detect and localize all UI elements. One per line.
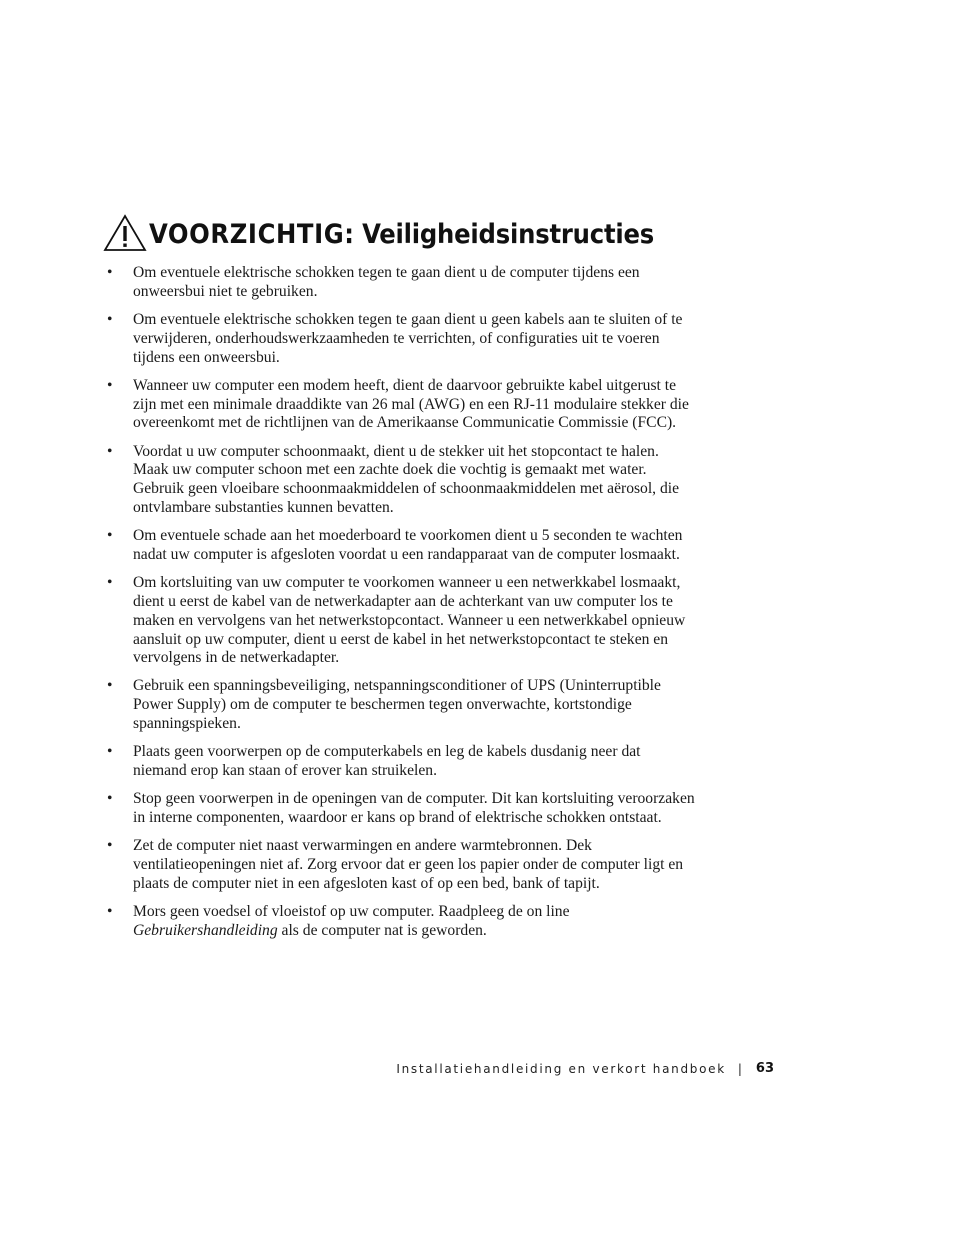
list-item-line: Stop geen voorwerpen in de openingen van de computer. Dit kan kortsluiting veroorzaken (133, 790, 695, 808)
list-item-line: Maak uw computer schoon met een zachte doek die vochtig is gemaakt met water. (133, 461, 647, 479)
warning-triangle-icon (103, 214, 147, 252)
bullet-marker: • (107, 264, 113, 281)
list-item (105, 743, 715, 781)
list-item-line: verwijderen, onderhoudswerkzaamheden te verrichten, of configuraties uit te voeren (133, 329, 660, 347)
bullet-marker: • (107, 743, 113, 761)
list-item-line: Om eventuele elektrische schokken tegen te gaan dient u de computer tijdens een (133, 264, 640, 281)
list-item (105, 574, 715, 668)
manual-title-reference: Gebruikershandleiding (133, 921, 278, 939)
list-item-line: onweersbui niet te gebruiken. (133, 282, 318, 300)
list-item (105, 311, 715, 367)
list-item-line-rest: als de computer nat is geworden. (277, 921, 487, 939)
list-item (105, 443, 715, 518)
page-footer (396, 1061, 774, 1076)
list-item-line: Gebruik geen vloeibare schoonmaakmiddelen of schoonmaakmiddelen met aërosol, die (133, 480, 680, 498)
list-item-line: spanningspieken. (133, 715, 241, 733)
list-item-line: Gebruik een spanningsbeveiliging, netspanningsconditioner of UPS (Uninterruptible (133, 677, 661, 695)
list-item-line: in interne componenten, waardoor er kans op brand of elektrische schokken ontstaat. (133, 809, 662, 827)
list-item-line: Om kortsluiting van uw computer te voorkomen wanneer u een netwerkkabel losmaakt, (133, 574, 681, 592)
list-item-line: maken en vervolgens van het netwerkstopcontact. Wanneer u een netwerkkabel opnieuw (133, 611, 686, 629)
list-item-line: ventilatieopeningen niet af. Zorg ervoor dat er geen los papier onder de computer ligt en (133, 856, 684, 874)
footer-document-title: Installatiehandleiding en verkort handboek (396, 1061, 726, 1076)
bullet-marker: • (107, 790, 113, 808)
caution-label: VOORZICHTIG: (149, 219, 355, 250)
list-item-line: plaats de computer niet in een afgesloten kast of op een bed, bank of tapijt. (133, 874, 600, 892)
list-item-line: Voordat u uw computer schoonmaakt, dient u de stekker uit het stopcontact te halen. (133, 442, 659, 460)
page-title: Veiligheidsinstructies (362, 219, 655, 250)
list-item-line: niemand erop kan staan of erover kan struikelen. (133, 762, 437, 780)
bullet-marker: • (107, 376, 113, 394)
bullet-marker: • (107, 310, 113, 328)
list-item-line: Om eventuele schade aan het moederboard te voorkomen dient u 5 seconden te wachten (133, 527, 683, 545)
bullet-marker: • (107, 903, 113, 921)
heading-text (149, 218, 654, 252)
list-item-line: Power Supply) om de computer te beschermen tegen onverwachte, kortstondige (133, 696, 632, 714)
list-item (105, 837, 715, 893)
list-item-line: overeenkomt met de richtlijnen van de Amerikaanse Communicatie Commissie (FCC). (133, 414, 677, 432)
list-item-line: Zet de computer niet naast verwarmingen en andere warmtebronnen. Dek (133, 837, 592, 855)
list-item-line: aansluit op uw computer, dient u eerst de kabel in het netwerkstopcontact te steken en (133, 630, 669, 648)
list-item (105, 903, 715, 941)
list-item-line: vervolgens in de netwerkadapter. (133, 649, 340, 667)
bullet-marker: • (107, 527, 113, 545)
list-item-line: Mors geen voedsel of vloeistof op uw computer. Raadpleeg de on line (133, 903, 570, 921)
safety-instructions-list (105, 264, 715, 950)
list-item (105, 377, 715, 433)
bullet-marker: • (107, 442, 113, 460)
section-heading (103, 214, 654, 252)
list-item-line: tijdens een onweersbui. (133, 348, 280, 366)
list-item (105, 790, 715, 828)
footer-separator: | (737, 1061, 742, 1076)
list-item (105, 677, 715, 733)
list-item-line: Plaats geen voorwerpen op de computerkabels en leg de kabels dusdanig neer dat (133, 743, 641, 761)
list-item-line: nadat uw computer is afgesloten voordat u een randapparaat van de computer losmaakt. (133, 545, 680, 563)
list-item-line: dient u eerst de kabel van de netwerkadapter aan de achterkant van uw computer los te (133, 592, 673, 610)
list-item-line: zijn met een minimale draaddikte van 26 mal (AWG) en een RJ-11 modulaire stekker die (133, 395, 689, 413)
bullet-marker: • (107, 574, 113, 592)
list-item-line: Om eventuele elektrische schokken tegen te gaan dient u geen kabels aan te sluiten of te (133, 310, 683, 328)
bullet-marker: • (107, 837, 113, 855)
bullet-marker: • (107, 677, 113, 695)
list-item (105, 527, 715, 565)
page-number: 63 (755, 1061, 774, 1076)
list-item-line: Wanneer uw computer een modem heeft, dient de daarvoor gebruikte kabel uitgerust te (133, 376, 677, 394)
list-item (105, 264, 715, 302)
list-item-line (133, 922, 715, 941)
list-item-line: ontvlambare substanties kunnen bevatten. (133, 498, 394, 516)
